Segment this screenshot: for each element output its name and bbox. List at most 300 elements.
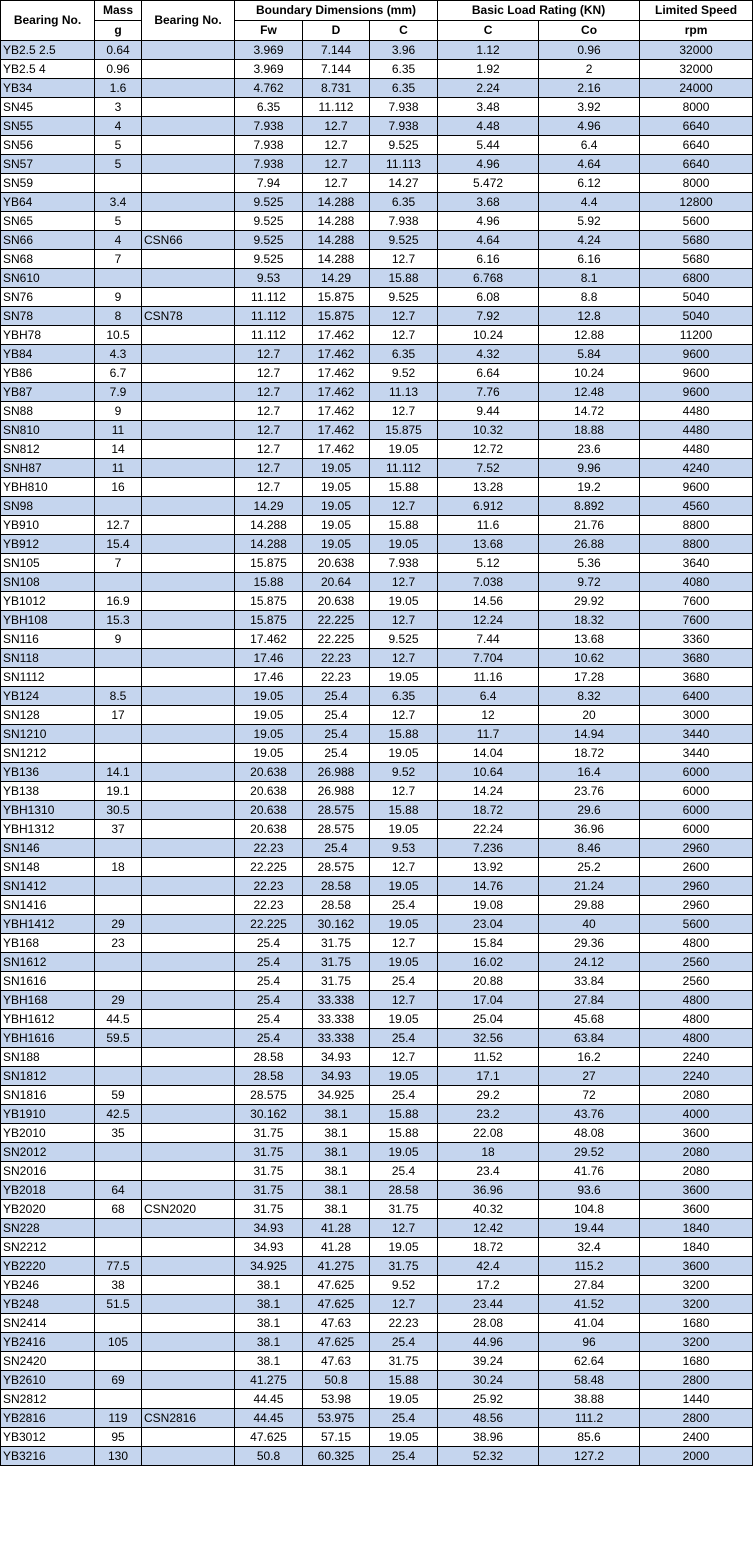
cell-d: 14.288 [303,231,370,250]
cell-bearing-no-2 [142,288,235,307]
cell-load-c: 38.96 [438,1428,539,1447]
cell-bearing-no-2 [142,1029,235,1048]
cell-d: 7.144 [303,41,370,60]
cell-bearing-no-2 [142,573,235,592]
cell-load-c: 7.52 [438,459,539,478]
table-row [1,231,753,250]
table-row [1,706,753,725]
cell-load-co: 24.12 [539,953,640,972]
cell-bearing-no: SN1212 [1,744,95,763]
cell-load-c: 6.912 [438,497,539,516]
cell-load-c: 5.472 [438,174,539,193]
cell-speed: 2080 [640,1143,753,1162]
cell-fw: 3.969 [235,60,303,79]
cell-bearing-no-2 [142,820,235,839]
cell-d: 12.7 [303,136,370,155]
table-row [1,915,753,934]
cell-load-co: 104.8 [539,1200,640,1219]
cell-mass: 105 [95,1333,142,1352]
cell-bearing-no-2 [142,554,235,573]
cell-load-c: 3.68 [438,193,539,212]
cell-bearing-no-2 [142,592,235,611]
cell-d: 30.162 [303,915,370,934]
cell-mass: 0.96 [95,60,142,79]
table-row [1,402,753,421]
table-row [1,421,753,440]
cell-load-c: 12.42 [438,1219,539,1238]
cell-mass: 3 [95,98,142,117]
cell-c: 19.05 [370,877,438,896]
cell-bearing-no: SN2420 [1,1352,95,1371]
table-row [1,250,753,269]
cell-fw: 9.525 [235,231,303,250]
cell-load-c: 14.04 [438,744,539,763]
cell-bearing-no-2 [142,1124,235,1143]
cell-c: 12.7 [370,1219,438,1238]
cell-d: 8.731 [303,79,370,98]
cell-bearing-no-2 [142,1295,235,1314]
table-row [1,383,753,402]
cell-mass: 119 [95,1409,142,1428]
cell-load-c: 23.44 [438,1295,539,1314]
cell-load-c: 10.24 [438,326,539,345]
table-row [1,896,753,915]
cell-load-co: 2 [539,60,640,79]
cell-bearing-no-2 [142,535,235,554]
cell-fw: 38.1 [235,1352,303,1371]
cell-speed: 2080 [640,1086,753,1105]
cell-c: 12.7 [370,858,438,877]
cell-bearing-no-2 [142,1086,235,1105]
cell-fw: 28.58 [235,1067,303,1086]
cell-fw: 20.638 [235,801,303,820]
cell-bearing-no: YBH1412 [1,915,95,934]
table-row [1,1390,753,1409]
table-row [1,497,753,516]
cell-c: 25.4 [370,972,438,991]
cell-c: 6.35 [370,687,438,706]
cell-d: 15.875 [303,288,370,307]
cell-speed: 2800 [640,1409,753,1428]
cell-load-c: 39.24 [438,1352,539,1371]
table-row [1,1124,753,1143]
cell-load-c: 23.4 [438,1162,539,1181]
cell-load-c: 18 [438,1143,539,1162]
cell-load-co: 14.94 [539,725,640,744]
cell-bearing-no: YB84 [1,345,95,364]
cell-bearing-no: SN1616 [1,972,95,991]
cell-mass: 130 [95,1447,142,1466]
table-row [1,1257,753,1276]
cell-mass: 17 [95,706,142,725]
cell-bearing-no: SN98 [1,497,95,516]
cell-c: 19.05 [370,820,438,839]
cell-bearing-no-2 [142,440,235,459]
cell-mass: 3.4 [95,193,142,212]
cell-d: 28.575 [303,801,370,820]
table-row [1,212,753,231]
cell-mass: 69 [95,1371,142,1390]
cell-bearing-no: SN128 [1,706,95,725]
cell-load-co: 6.4 [539,136,640,155]
cell-fw: 3.969 [235,41,303,60]
table-row [1,649,753,668]
cell-load-c: 4.96 [438,155,539,174]
cell-bearing-no: YBH108 [1,611,95,630]
cell-d: 47.625 [303,1276,370,1295]
cell-load-co: 8.8 [539,288,640,307]
cell-load-co: 41.04 [539,1314,640,1333]
cell-load-c: 10.32 [438,421,539,440]
cell-load-c: 42.4 [438,1257,539,1276]
cell-load-co: 5.36 [539,554,640,573]
cell-load-co: 29.36 [539,934,640,953]
cell-bearing-no: YB1910 [1,1105,95,1124]
cell-fw: 12.7 [235,459,303,478]
cell-load-c: 52.32 [438,1447,539,1466]
cell-d: 53.975 [303,1409,370,1428]
cell-fw: 25.4 [235,991,303,1010]
cell-fw: 12.7 [235,440,303,459]
cell-speed: 1680 [640,1352,753,1371]
cell-fw: 20.638 [235,763,303,782]
cell-load-co: 4.4 [539,193,640,212]
table-row [1,877,753,896]
cell-d: 47.625 [303,1333,370,1352]
cell-c: 19.05 [370,744,438,763]
cell-mass: 68 [95,1200,142,1219]
cell-bearing-no: SN1412 [1,877,95,896]
table-row [1,155,753,174]
cell-c: 12.7 [370,1295,438,1314]
cell-load-c: 7.92 [438,307,539,326]
cell-mass: 59 [95,1086,142,1105]
cell-d: 25.4 [303,706,370,725]
cell-load-c: 7.76 [438,383,539,402]
cell-c: 12.7 [370,307,438,326]
cell-load-c: 7.038 [438,573,539,592]
col-group-load: Basic Load Rating (KN) [438,1,640,21]
cell-load-c: 40.32 [438,1200,539,1219]
cell-speed: 7600 [640,611,753,630]
cell-fw: 6.35 [235,98,303,117]
table-row [1,459,753,478]
cell-c: 25.4 [370,1086,438,1105]
cell-fw: 25.4 [235,972,303,991]
cell-c: 12.7 [370,326,438,345]
cell-bearing-no: YB2010 [1,1124,95,1143]
cell-d: 28.575 [303,858,370,877]
cell-fw: 9.525 [235,193,303,212]
cell-d: 19.05 [303,459,370,478]
cell-bearing-no-2 [142,155,235,174]
cell-c: 19.05 [370,592,438,611]
cell-bearing-no-2 [142,1352,235,1371]
cell-bearing-no: SN76 [1,288,95,307]
cell-bearing-no-2 [142,41,235,60]
cell-d: 12.7 [303,174,370,193]
cell-bearing-no-2 [142,915,235,934]
cell-load-c: 16.02 [438,953,539,972]
cell-c: 9.52 [370,364,438,383]
cell-load-co: 4.24 [539,231,640,250]
cell-c: 9.525 [370,231,438,250]
table-row [1,592,753,611]
cell-d: 12.7 [303,155,370,174]
cell-d: 26.988 [303,782,370,801]
cell-mass: 38 [95,1276,142,1295]
cell-bearing-no-2 [142,782,235,801]
cell-bearing-no-2 [142,1010,235,1029]
cell-bearing-no: SN812 [1,440,95,459]
cell-bearing-no-2 [142,421,235,440]
cell-d: 34.93 [303,1067,370,1086]
cell-d: 26.988 [303,763,370,782]
cell-bearing-no-2 [142,98,235,117]
cell-load-co: 4.96 [539,117,640,136]
cell-load-co: 58.48 [539,1371,640,1390]
cell-d: 38.1 [303,1181,370,1200]
cell-fw: 17.462 [235,630,303,649]
cell-speed: 32000 [640,41,753,60]
cell-speed: 11200 [640,326,753,345]
cell-mass: 64 [95,1181,142,1200]
cell-c: 12.7 [370,782,438,801]
cell-speed: 2080 [640,1162,753,1181]
cell-fw: 12.7 [235,364,303,383]
cell-speed: 5680 [640,250,753,269]
cell-d: 53.98 [303,1390,370,1409]
table-row [1,953,753,972]
cell-d: 14.288 [303,193,370,212]
cell-bearing-no-2 [142,877,235,896]
cell-d: 57.15 [303,1428,370,1447]
cell-d: 34.925 [303,1086,370,1105]
cell-speed: 6000 [640,782,753,801]
col-c: C [370,21,438,41]
cell-bearing-no-2 [142,497,235,516]
cell-d: 47.63 [303,1352,370,1371]
table-row [1,535,753,554]
cell-d: 17.462 [303,345,370,364]
table-row [1,991,753,1010]
table-row [1,41,753,60]
table-row [1,98,753,117]
cell-mass: 23 [95,934,142,953]
cell-mass [95,668,142,687]
cell-load-co: 62.64 [539,1352,640,1371]
cell-c: 28.58 [370,1181,438,1200]
cell-fw: 17.46 [235,649,303,668]
cell-load-co: 8.46 [539,839,640,858]
cell-load-co: 12.8 [539,307,640,326]
cell-fw: 41.275 [235,1371,303,1390]
table-row [1,1314,753,1333]
cell-fw: 20.638 [235,782,303,801]
cell-bearing-no-2 [142,79,235,98]
cell-load-c: 36.96 [438,1181,539,1200]
cell-bearing-no: YB1012 [1,592,95,611]
table-row [1,820,753,839]
table-row [1,478,753,497]
col-load-c: C [438,21,539,41]
cell-d: 11.112 [303,98,370,117]
cell-d: 14.288 [303,212,370,231]
cell-fw: 38.1 [235,1295,303,1314]
cell-speed: 6640 [640,117,753,136]
cell-load-co: 43.76 [539,1105,640,1124]
cell-mass: 14 [95,440,142,459]
cell-fw: 31.75 [235,1200,303,1219]
cell-fw: 19.05 [235,687,303,706]
cell-load-c: 25.04 [438,1010,539,1029]
cell-load-c: 19.08 [438,896,539,915]
cell-load-c: 5.44 [438,136,539,155]
cell-bearing-no-2 [142,687,235,706]
cell-mass [95,877,142,896]
table-row [1,1371,753,1390]
cell-bearing-no: YBH810 [1,478,95,497]
cell-bearing-no-2 [142,763,235,782]
cell-speed: 1840 [640,1238,753,1257]
cell-bearing-no-2: CSN78 [142,307,235,326]
table-row [1,611,753,630]
cell-load-co: 29.6 [539,801,640,820]
cell-load-c: 7.236 [438,839,539,858]
table-row [1,1029,753,1048]
cell-fw: 44.45 [235,1390,303,1409]
cell-bearing-no: SN88 [1,402,95,421]
cell-load-c: 11.52 [438,1048,539,1067]
cell-speed: 8800 [640,516,753,535]
cell-speed: 4800 [640,1010,753,1029]
cell-fw: 19.05 [235,706,303,725]
cell-load-co: 6.16 [539,250,640,269]
table-header [1,1,753,41]
cell-c: 12.7 [370,497,438,516]
cell-load-co: 27.84 [539,991,640,1010]
cell-bearing-no: SN56 [1,136,95,155]
cell-load-c: 9.44 [438,402,539,421]
cell-load-co: 25.2 [539,858,640,877]
cell-bearing-no-2 [142,1181,235,1200]
table-row [1,1200,753,1219]
cell-fw: 22.23 [235,896,303,915]
cell-fw: 7.938 [235,136,303,155]
cell-load-co: 17.28 [539,668,640,687]
cell-bearing-no: YB910 [1,516,95,535]
cell-load-co: 16.2 [539,1048,640,1067]
cell-load-co: 18.32 [539,611,640,630]
cell-load-co: 9.96 [539,459,640,478]
cell-speed: 4800 [640,934,753,953]
cell-fw: 4.762 [235,79,303,98]
cell-speed: 2560 [640,972,753,991]
cell-bearing-no: SN78 [1,307,95,326]
cell-bearing-no-2 [142,136,235,155]
cell-mass: 0.64 [95,41,142,60]
cell-load-c: 17.1 [438,1067,539,1086]
cell-load-co: 18.88 [539,421,640,440]
cell-d: 17.462 [303,421,370,440]
cell-load-c: 3.48 [438,98,539,117]
cell-c: 9.525 [370,630,438,649]
table-row [1,1333,753,1352]
cell-c: 7.938 [370,554,438,573]
cell-d: 22.225 [303,630,370,649]
cell-fw: 22.225 [235,915,303,934]
cell-load-co: 85.6 [539,1428,640,1447]
cell-mass: 16 [95,478,142,497]
cell-speed: 3000 [640,706,753,725]
cell-fw: 20.638 [235,820,303,839]
cell-load-c: 23.2 [438,1105,539,1124]
cell-load-co: 23.76 [539,782,640,801]
cell-load-co: 36.96 [539,820,640,839]
cell-fw: 7.938 [235,155,303,174]
cell-bearing-no-2 [142,1276,235,1295]
cell-mass [95,174,142,193]
cell-load-co: 29.52 [539,1143,640,1162]
cell-c: 6.35 [370,60,438,79]
cell-bearing-no-2: CSN66 [142,231,235,250]
cell-fw: 38.1 [235,1314,303,1333]
cell-d: 22.23 [303,668,370,687]
table-row [1,269,753,288]
cell-speed: 7600 [640,592,753,611]
cell-fw: 7.94 [235,174,303,193]
cell-d: 31.75 [303,953,370,972]
table-row [1,1048,753,1067]
cell-c: 15.88 [370,1105,438,1124]
cell-load-co: 20 [539,706,640,725]
cell-load-c: 23.04 [438,915,539,934]
cell-load-c: 29.2 [438,1086,539,1105]
cell-speed: 9600 [640,478,753,497]
cell-fw: 19.05 [235,725,303,744]
cell-bearing-no: SN105 [1,554,95,573]
cell-d: 38.1 [303,1105,370,1124]
table-row [1,326,753,345]
cell-bearing-no: SN59 [1,174,95,193]
cell-bearing-no: YB2220 [1,1257,95,1276]
cell-mass: 9 [95,288,142,307]
cell-bearing-no: SN148 [1,858,95,877]
cell-mass: 9 [95,630,142,649]
cell-bearing-no-2 [142,1333,235,1352]
cell-fw: 14.288 [235,516,303,535]
cell-speed: 2960 [640,839,753,858]
col-rpm: rpm [640,21,753,41]
cell-speed: 2240 [640,1067,753,1086]
table-row [1,1276,753,1295]
table-row [1,1105,753,1124]
cell-bearing-no: YB138 [1,782,95,801]
cell-c: 25.4 [370,1029,438,1048]
cell-c: 15.88 [370,478,438,497]
cell-c: 25.4 [370,1447,438,1466]
cell-fw: 28.58 [235,1048,303,1067]
cell-d: 33.338 [303,1010,370,1029]
cell-mass: 29 [95,915,142,934]
cell-c: 12.7 [370,991,438,1010]
cell-speed: 3200 [640,1333,753,1352]
cell-d: 41.275 [303,1257,370,1276]
cell-bearing-no: SN188 [1,1048,95,1067]
cell-load-c: 28.08 [438,1314,539,1333]
cell-bearing-no-2 [142,744,235,763]
cell-c: 12.7 [370,573,438,592]
